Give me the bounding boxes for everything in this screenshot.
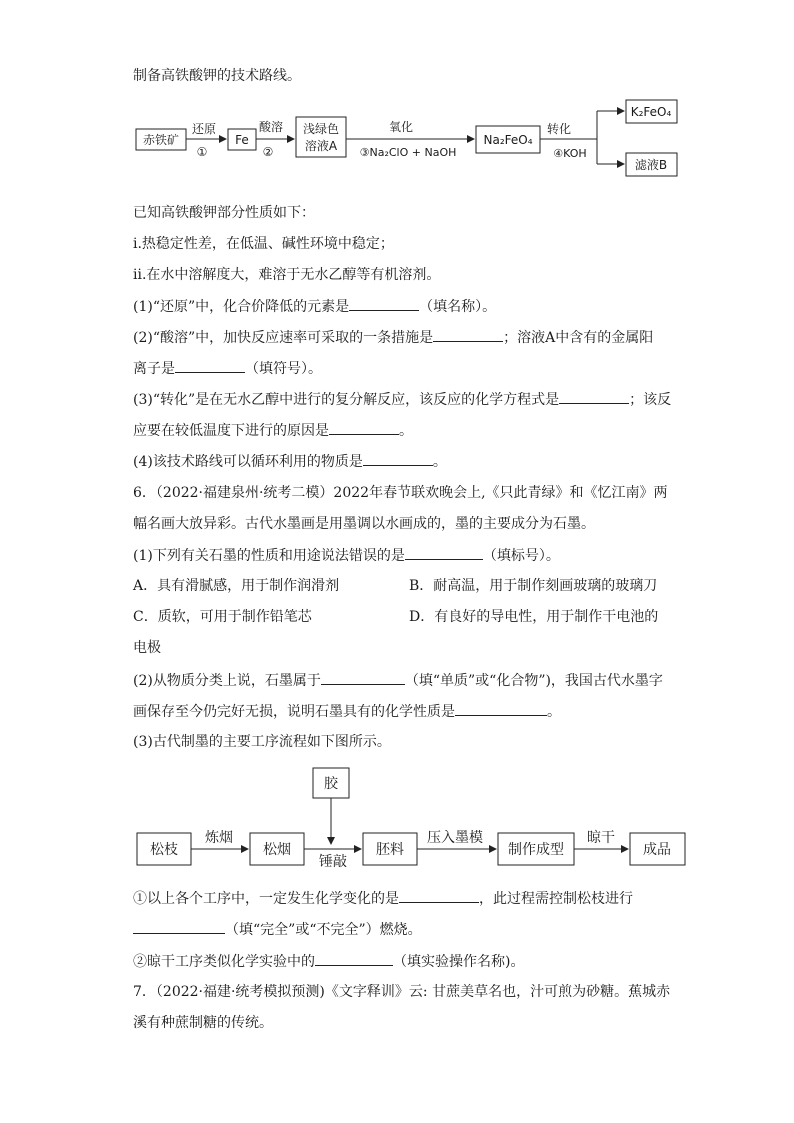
question-4: (4)该技术路线可以循环利用的物质是 。	[133, 451, 447, 472]
answer-blank	[399, 888, 479, 903]
box-blank-label: 胚料	[376, 842, 404, 858]
box-forming-label: 制作成型	[508, 842, 564, 858]
option-b: B．耐高温，用于制作刻画玻璃的玻璃刀	[409, 578, 658, 594]
option-c: C．质软，可用于制作铅笔芯	[133, 609, 312, 625]
box-hematite-label: 赤铁矿	[142, 133, 180, 147]
answer-blank	[315, 951, 393, 966]
label-mold: 压入墨模	[427, 830, 483, 846]
label-hammer: 锤敲	[319, 854, 347, 870]
intro-text: 制备高铁酸钾的技术路线。	[133, 68, 301, 84]
sub-question-2: ②晾干工序类似化学实验中的 （填实验操作名称)。	[133, 951, 524, 972]
answer-blank	[175, 358, 245, 373]
question-3-cont: 应要在较低温度下进行的原因是 。	[133, 420, 413, 441]
answer-blank	[455, 701, 547, 716]
box-na2feo4-label: Na₂FeO₄	[483, 133, 533, 147]
label-step4: ④KOH	[553, 147, 587, 160]
box-glue-label: 胶	[324, 776, 338, 792]
label-dry: 晾干	[587, 830, 615, 846]
answer-blank	[405, 545, 483, 560]
box-solution-a-line1: 浅绿色	[302, 122, 340, 136]
problem-6-line2: 幅名画大放异彩。古代水墨画是用墨调以水画成的，墨的主要成分为石墨。	[133, 516, 595, 532]
label-conversion: 转化	[546, 122, 572, 136]
answer-blank	[329, 420, 399, 435]
sub-question-1: ①以上各个工序中，一定发生化学变化的是 ，此过程需控制松枝进行	[133, 888, 633, 909]
label-step2: ②	[262, 145, 274, 159]
problem-6-question-1: (1)下列有关石墨的性质和用途说法错误的是 （填标号）。	[133, 545, 560, 566]
property-ii: ⅱ.在水中溶解度大，难溶于无水乙醇等有机溶剂。	[133, 267, 441, 283]
box-fe-label: Fe	[235, 133, 249, 147]
label-oxidation: 氧化	[388, 120, 414, 134]
problem-7-line2: 溪有种蔗制糖的传统。	[133, 1015, 273, 1031]
box-pine-soot-label: 松烟	[263, 842, 291, 858]
answer-blank	[321, 670, 405, 685]
label-step1: ①	[196, 145, 208, 159]
label-acid-dissolve: 酸溶	[258, 120, 284, 134]
problem-6-line1: 6．（2022·福建泉州·统考二模）2022年春节联欢晚会上,《只此青绿》和《忆江南》两	[133, 485, 668, 501]
label-reduction: 还原	[191, 122, 217, 136]
question-2-cont: 离子是 （填符号）。	[133, 358, 322, 379]
question-3: (3)“转化”是在无水乙醇中进行的复分解反应，该反应的化学方程式是 ；该反	[133, 389, 671, 410]
box-solution-a-line2: 溶液A	[304, 139, 338, 153]
answer-blank	[349, 296, 419, 311]
answer-blank	[363, 451, 433, 466]
question-1: (1)“还原”中，化合价降低的元素是 （填名称）。	[133, 296, 496, 317]
option-d-cont: 电极	[133, 640, 161, 656]
box-filtrate-b-label: 滤液B	[634, 158, 668, 172]
box-product-label: 成品	[643, 842, 671, 858]
box-k2feo4-label: K₂FeO₄	[630, 105, 672, 119]
problem-6-question-3: (3)古代制墨的主要工序流程如下图所示。	[133, 734, 391, 750]
flowchart-ink-making	[0, 760, 794, 875]
problem-6-question-2: (2)从物质分类上说，石墨属于 （填“单质”或“化合物”)，我国古代水墨字	[133, 670, 663, 691]
option-d: D．有良好的导电性，用于制作干电池的	[409, 609, 659, 625]
problem-7-line1: 7．（2022·福建·统考模拟预测)《文字释训》云: 甘蔗美草名也，汁可煎为砂糖。蕉城赤	[133, 984, 671, 1000]
label-smelt: 炼烟	[205, 830, 233, 846]
flowchart-potassium-ferrate	[0, 0, 794, 190]
answer-blank	[559, 389, 629, 404]
answer-blank	[433, 327, 503, 342]
known-properties-intro: 已知高铁酸钾部分性质如下：	[133, 205, 315, 221]
option-a: A．具有滑腻感，用于制作润滑剂	[133, 578, 340, 594]
property-i: ⅰ.热稳定性差，在低温、碱性环境中稳定；	[133, 236, 394, 252]
answer-blank	[133, 919, 225, 934]
problem-6-question-2-cont: 画保存至今仍完好无损，说明石墨具有的化学性质是 。	[133, 701, 561, 722]
question-2: (2)“酸溶”中，加快反应速率可采取的一条措施是 ；溶液A中含有的金属阳	[133, 327, 653, 348]
sub-question-1-cont: （填“完全”或“不完全”）燃烧。	[133, 919, 422, 940]
label-step3: ③Na₂ClO + NaOH	[359, 146, 457, 159]
box-pine-branch-label: 松枝	[150, 842, 178, 858]
